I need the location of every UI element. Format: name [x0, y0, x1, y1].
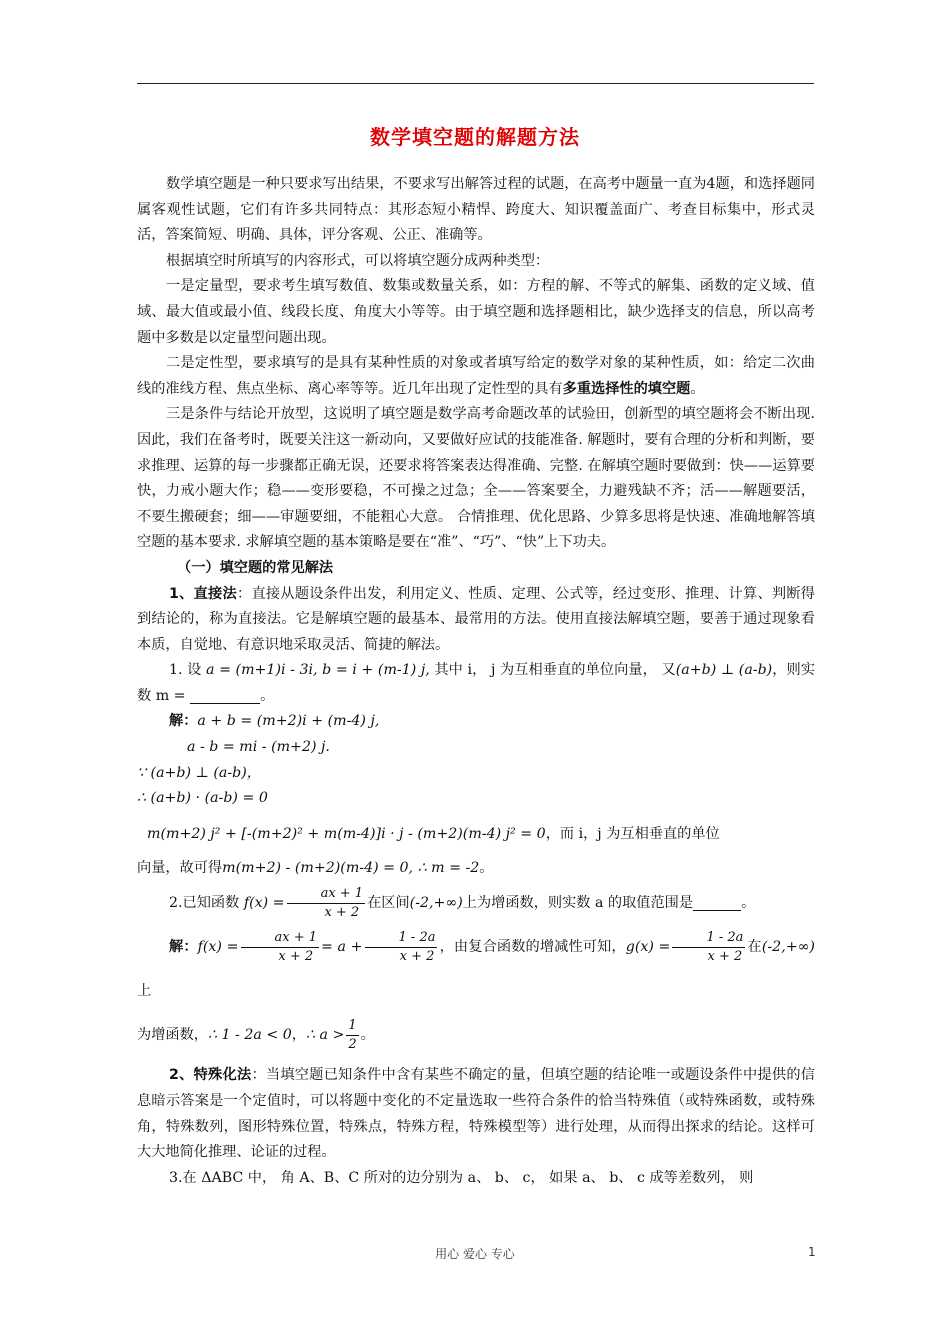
solution2-line2-expr-2: ∴ a >	[305, 1027, 345, 1044]
section-heading-text: （一）填空题的常见解法	[177, 559, 334, 576]
solution1-line-3	[137, 761, 815, 787]
solution2-fx: f(x) =	[197, 939, 239, 956]
solution2-g-num: 1 - 2a	[672, 929, 745, 948]
example3-label: 3.	[169, 1169, 183, 1186]
example2-question	[137, 881, 815, 925]
solution2-line-2	[137, 1013, 815, 1057]
example2-label: 2.	[169, 895, 183, 912]
p4-bold-text: 多重选择性的填空题	[562, 380, 691, 397]
example1-expression: a = (m+1)i - 3i, b = i + (m-1) j,	[206, 662, 430, 679]
intro-paragraph-4	[137, 351, 815, 402]
solution1-expr-2: a - b = mi - (m+2) j.	[187, 739, 330, 756]
intro-paragraph-3: 一是定量型，要求考生填写数值、数集或数量关系，如：方程的解、不等式的解集、函数的定义域、值域、最大值或最小值、线段长度、角度大小等等。由于填空题和选择题相比，缺少选择支的信息，所以高考题中多数是以定量型问题出现。	[137, 278, 815, 346]
solution1-label: 解：	[169, 713, 198, 730]
solution1-expr-1: a + b = (m+2)i + (m-4) j,	[197, 713, 380, 730]
half-numerator: 1	[346, 1017, 358, 1036]
answer-blank	[190, 689, 260, 704]
example3-question	[137, 1166, 815, 1192]
method1-name: 1、直接法	[169, 585, 237, 602]
solution1-end-6: 。	[479, 859, 494, 876]
solution1-text-6: 向量，故可得	[137, 859, 223, 876]
method1-paragraph	[137, 582, 815, 659]
solution2-text: ，由复合函数的增减性可知，	[439, 939, 626, 956]
solution2-num-2: 1 - 2a	[365, 929, 438, 948]
solution2-line2-expr-1: ∴ 1 - 2a < 0	[207, 1027, 292, 1044]
example2-text-c: 上为增函数，则实数 a 的取值范围是	[462, 895, 694, 912]
solution1-expr-5: m(m+2) j² + [-(m+2)² + m(m-4)]i · j - (m+2)(m-4) j² = 0	[147, 825, 546, 842]
example1-label: 1.	[169, 662, 183, 679]
example2-text-d: 。	[741, 895, 756, 912]
p4-text: 二是定性型，要求填写的是具有某种性质的对象或者填写给定的数学对象的某种性质，如：给定二次曲线的准线方程、焦点坐标、离心率等等。近几年出现了定性型的具有	[137, 355, 815, 397]
solution2-gx: g(x) =	[625, 939, 671, 956]
solution1-line-1	[137, 709, 815, 735]
example1-text-a: 设	[187, 662, 202, 679]
solution2-text-2: 在	[747, 939, 762, 956]
solution2-fraction-2	[365, 929, 438, 966]
page-title: 数学填空题的解题方法	[370, 125, 580, 149]
example1-question	[137, 658, 815, 709]
intro-paragraph-5: 三是条件与结论开放型，这说明了填空题是数学高考命题改革的试验田，创新型的填空题将会不断出现. 因此，我们在备考时，既要关注这一新动向，又要做好应试的技能准备. 解题时，要有合理的分析和判断，要求推理、运算的每一步骤都正确无误，还要求将答案表达得准确、完整. 在解填空题时要做到：快——运算要快，力戒小题大作；稳——变形要稳，不可操之过急；全——答案要全，力避残缺不齐；活——解题要活，不要生搬硬套；细——审题要细，不能粗心大意。 合情推理、优化思路、少算多思将是快速、准确地解答填空题的基本要求. 求解填空题的基本策略是要在“准”、“巧”、“快”上下功夫。	[137, 406, 815, 551]
solution2-g-den: x + 2	[707, 948, 743, 964]
solution2-line2-end: 。	[360, 1027, 375, 1044]
header-rule	[137, 83, 814, 84]
example2-numerator: ax + 1	[287, 885, 366, 904]
solution1-line-4	[137, 786, 815, 812]
solution1-expr-6: m(m+2) - (m+2)(m-4) = 0, ∴ m = -2	[222, 859, 480, 876]
method2-text: ：当填空题已知条件中含有某些不确定的量，但填空题的结论唯一或题设条件中提供的信息暗示答案是一个定值时，可以将题中变化的不定量选取一些符合条件的恰当特殊值（或特殊函数，或特殊角，特殊数列，图形特殊位置，特殊点，特殊方程，特殊模型等）进行处理，从而得出探求的结论。这样可大大地简化推理、论证的过程。	[137, 1067, 815, 1161]
solution2-line2-sep: ，	[291, 1027, 306, 1044]
solution1-text-5: ，而 i，j 为互相垂直的单位	[545, 825, 720, 842]
example3-text: 在 ΔABC 中， 角 A、B、C 所对的边分别为 a、 b、 c， 如果 a、 b、 c 成等差数列， 则	[182, 1169, 754, 1186]
intro-paragraph-1: 数学填空题是一种只要求写出结果，不要求写出解答过程的试题，在高考中题量一直为4题，和选择题同属客观性试题，它们有许多共同特点：其形态短小精悍、跨度大、知识覆盖面广、考查目标集中，形式灵活，答案简短、明确、具体，评分客观、公正、准确等。	[137, 176, 815, 244]
solution1-expr-4: ∴ (a+b) · (a-b) = 0	[137, 790, 268, 807]
solution2-den-1: x + 2	[278, 948, 314, 964]
solution2-fraction-1	[241, 929, 320, 966]
answer-blank-2	[693, 896, 741, 911]
half-denominator: 2	[348, 1036, 357, 1052]
example1-text-c: ，则实数 m =	[137, 662, 816, 704]
example2-text-a: 已知函数	[182, 895, 240, 912]
p4-end: 。	[690, 380, 705, 397]
solution2-text-3: 上	[137, 983, 152, 1000]
solution1-line-2	[137, 735, 815, 761]
example1-text-b: 其中 i， j 为互相垂直的单位向量， 又	[434, 662, 676, 679]
footer-text: 用心 爱心 专心	[435, 1247, 515, 1261]
method2-paragraph	[137, 1063, 815, 1165]
example2-denominator: x + 2	[324, 904, 360, 920]
example1-text-d: 。	[260, 687, 275, 704]
solution1-line-6	[137, 856, 815, 882]
solution1-line-5	[137, 812, 815, 856]
example2-fraction	[287, 885, 366, 922]
example2-interval: (-2,+∞)	[409, 895, 463, 912]
solution2-fraction-3	[672, 929, 745, 966]
method2-name: 2、特殊化法	[169, 1067, 252, 1084]
intro-paragraph-2: 根据填空时所填写的内容形式，可以将填空题分成两种类型：	[166, 252, 550, 269]
example2-fx: f(x) =	[243, 895, 285, 912]
document-body	[137, 172, 815, 1191]
solution2-interval: (-2,+∞)	[761, 939, 815, 956]
solution2-num-1: ax + 1	[241, 929, 320, 948]
solution1-expr-3: ∵ (a+b) ⊥ (a-b)，	[137, 764, 261, 781]
solution2-line-1	[137, 925, 815, 1013]
solution2-den-2: x + 2	[399, 948, 435, 964]
method1-text: ：直接从题设条件出发，利用定义、性质、定理、公式等，经过变形、推理、计算、判断得到结论的，称为直接法。它是解填空题的最基本、最常用的方法。使用直接法解填空题，要善于通过现象看本质，自觉地、有意识地采取灵活、简捷的解法。	[137, 585, 815, 653]
solution2-half-fraction	[346, 1017, 358, 1054]
example1-condition: (a+b) ⊥ (a-b)	[675, 662, 773, 679]
solution2-line2-text: 为增函数，	[137, 1027, 208, 1044]
solution2-label: 解：	[169, 939, 198, 956]
section-heading	[137, 556, 815, 582]
solution2-mid: = a +	[321, 939, 363, 956]
example2-text-b: 在区间	[367, 895, 410, 912]
page-number: 1	[808, 1245, 816, 1259]
